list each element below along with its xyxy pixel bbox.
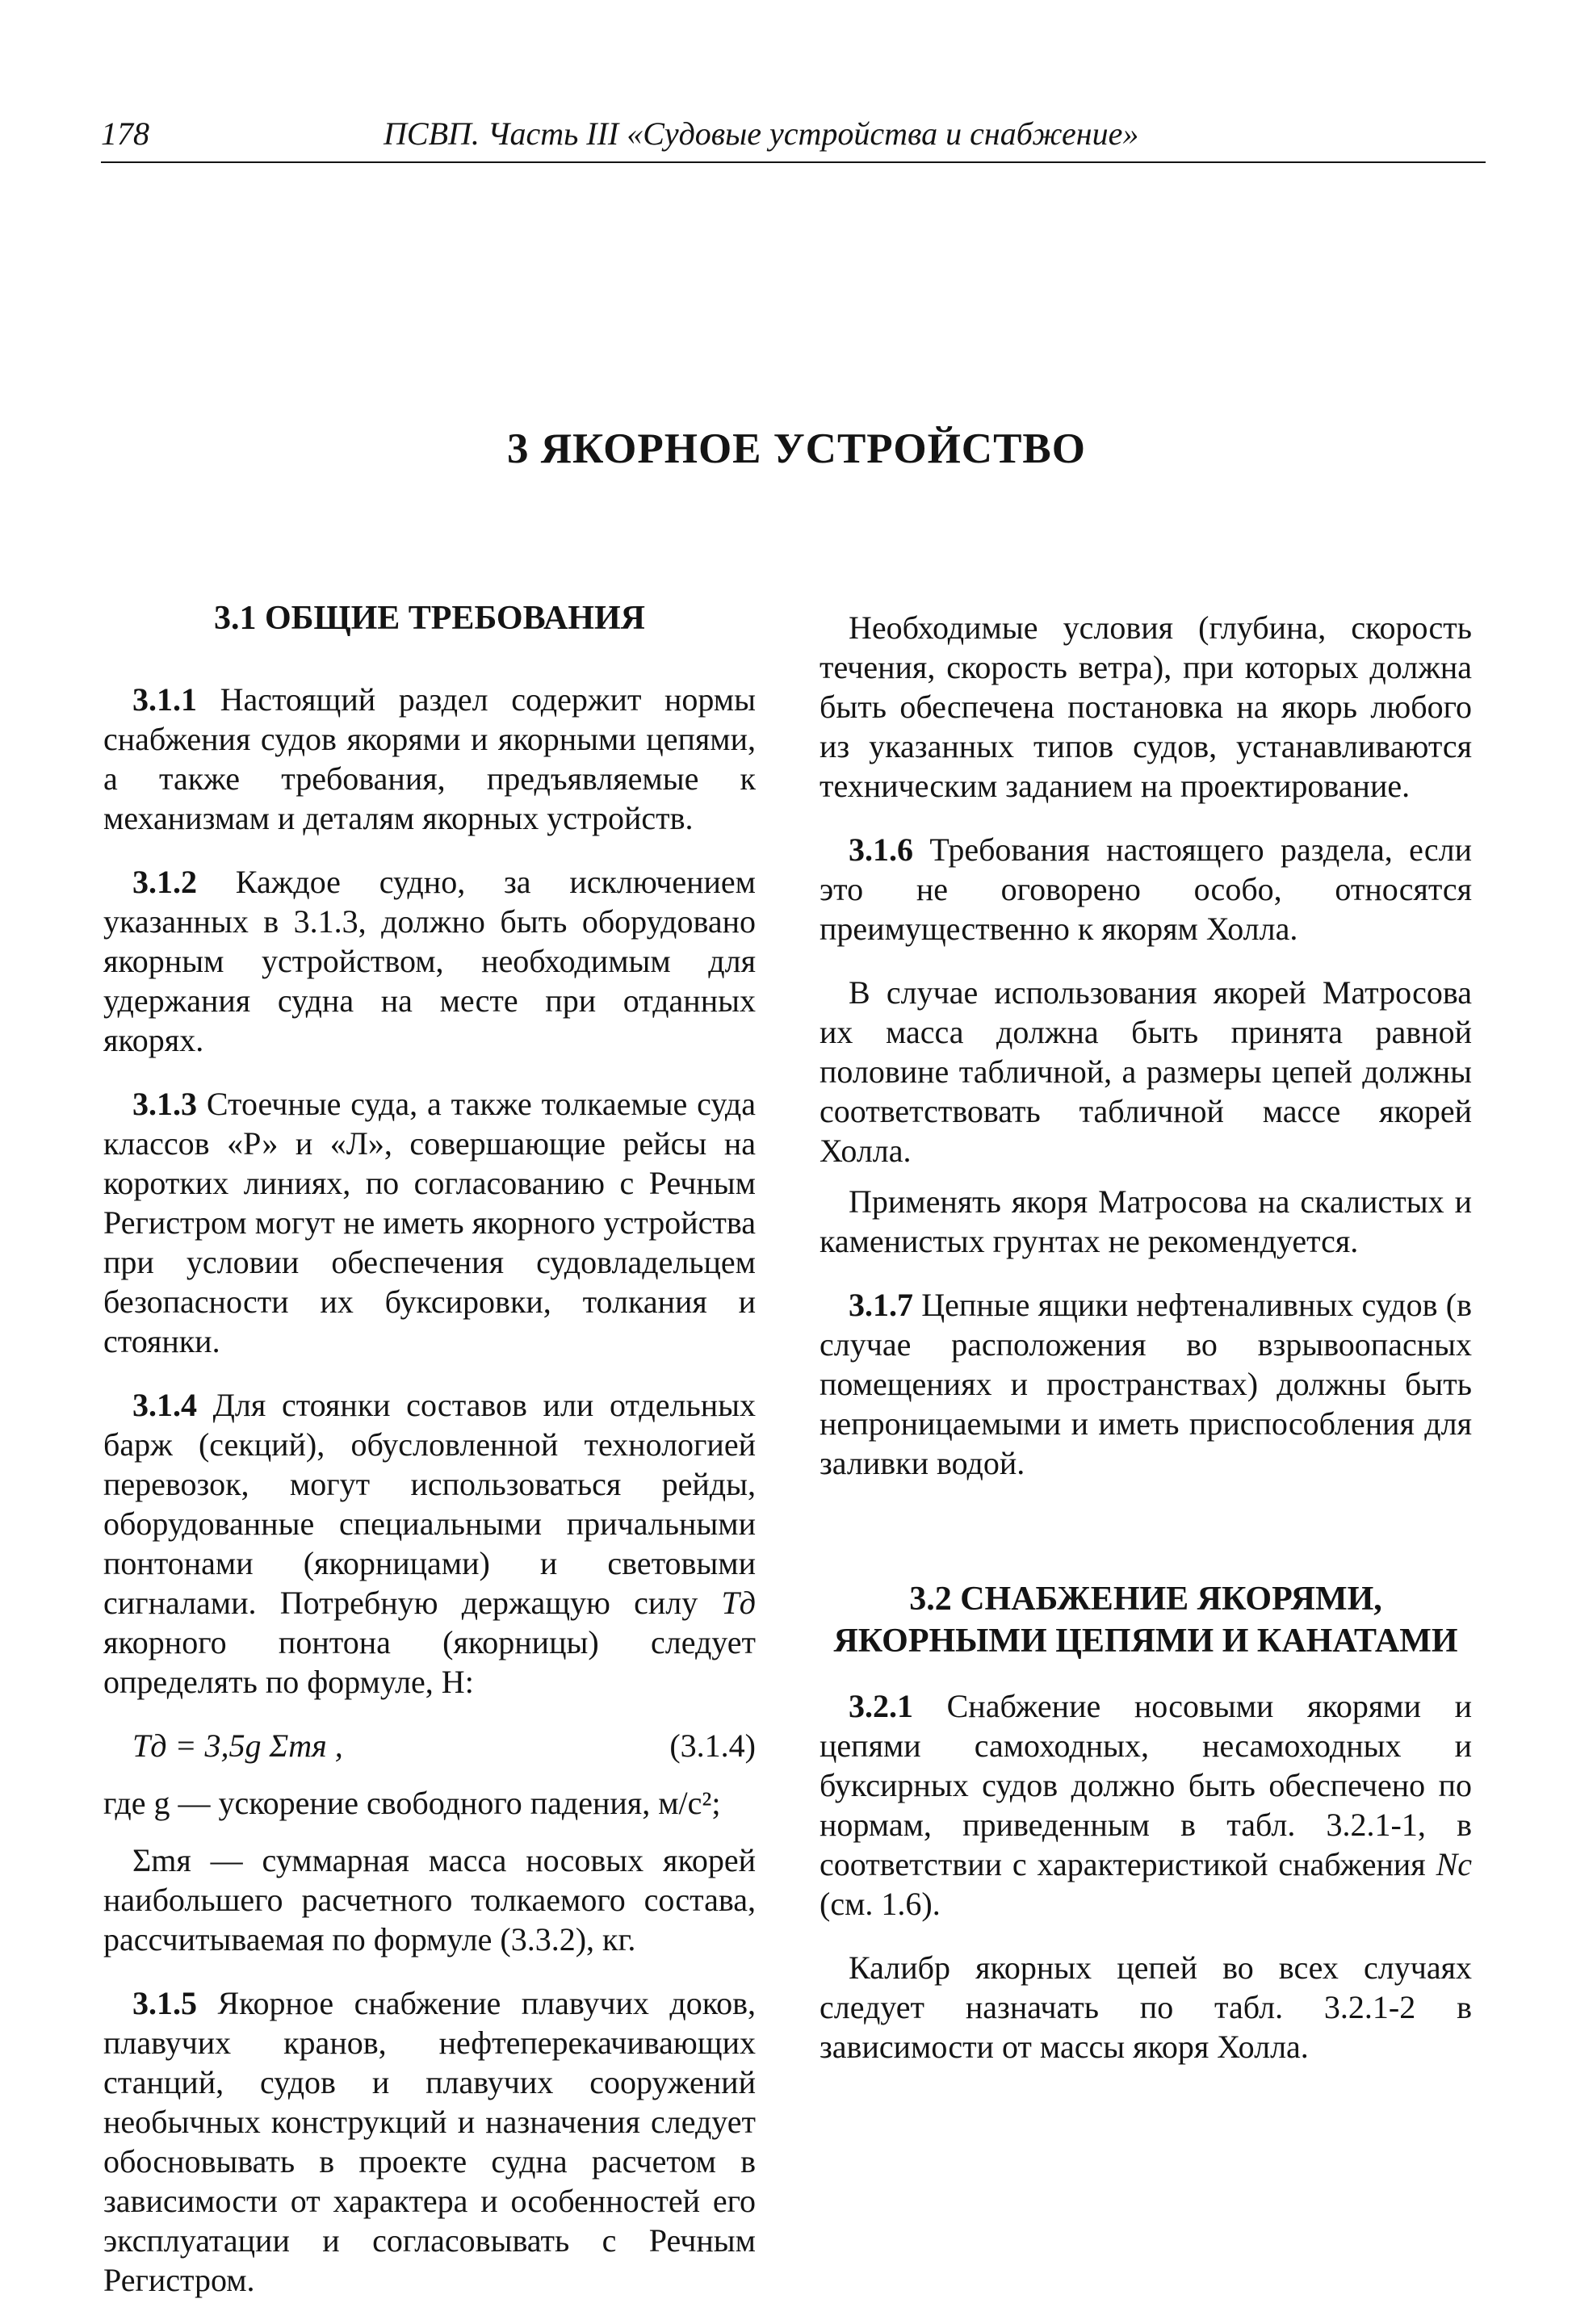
clause-number: 3.1.1 — [132, 681, 197, 718]
paragraph-3-1-6-c: Применять якоря Матросова на скалистых и каменистых грунтах не рекомендуется. — [820, 1183, 1472, 1259]
section-heading-3-2: 3.2 СНАБЖЕНИЕ ЯКОРЯМИ, ЯКОРНЫМИ ЦЕПЯМИ И КАНАТАМИ — [833, 1581, 1458, 1660]
paragraph-text: Снабжение носовыми якорями и цепями самоходных, несамоходных и буксирных судов должно быть обеспечено по нормам, приведенным в табл. 3.2.1-1, в соответствии с характеристикой снабжения — [820, 1688, 1472, 1882]
paragraph-3-1-6-b: В случае использования якорей Матросова их масса должна быть принята равной половине табличной, а размеры цепей должны соответствовать табличной массе якорей Холла. — [820, 974, 1472, 1169]
paragraph-3-1-5 — [103, 1983, 756, 2300]
paragraph-3-1-2 — [103, 862, 756, 1060]
definition-sum-m: Σmя — суммарная масса носовых якорей наибольшего расчетного толкаемого состава, рассчитываемая по формуле (3.3.2), кг. — [103, 1842, 756, 1958]
paragraph-text: Якорное снабжение плавучих доков, плавучих кранов, нефтеперекачивающих станций, судов и плавучих сооружений необычных конструкций и назначения следует обосновывать в проекте судна расчетом в зависимости от характера и особенностей его эксплуатации и согласовывать с Речным Регистром. — [103, 1985, 756, 2298]
paragraph-text: Каждое судно, за исключением указанных в 3.1.3, должно быть оборудовано якорным устройством, необходимым для удержания судна на месте при отданных якорях. — [103, 864, 756, 1058]
paragraph-3-1-5-b: Необходимые условия (глубина, скорость течения, скорость ветра), при которых должна быть обеспечена постановка на якорь любого из указанных типов судов, устанавливаются техническим заданием на проектирование. — [820, 609, 1472, 804]
clause-number: 3.1.6 — [849, 831, 913, 868]
header-rule — [101, 161, 1486, 163]
paragraph-3-1-1 — [103, 680, 756, 838]
paragraph-3-2-1 — [820, 1686, 1472, 1924]
paragraph-3-1-4 — [103, 1385, 756, 1702]
formula-expression: Tд = 3,5g Σmя , — [132, 1727, 343, 1764]
paragraph-text: Стоечные суда, а также толкаемые суда классов «Р» и «Л», совершающие рейсы на коротких линиях, по согласованию с Речным Регистром могут не иметь якорного устройства при условии обеспечения судовладельцем безопасности их буксировки, толкания и стоянки. — [103, 1086, 756, 1359]
symbol-nc: Nс — [1436, 1846, 1472, 1882]
formula-3-1-4 — [103, 1726, 756, 1765]
symbol-td: Tд — [721, 1585, 756, 1621]
paragraph-text: Требования настоящего раздела, если это не оговорено особо, относятся преимущественно к якорям Холла. — [820, 831, 1472, 947]
paragraph-3-1-7 — [820, 1285, 1472, 1483]
left-column — [103, 597, 756, 2324]
clause-number: 3.2.1 — [849, 1688, 913, 1724]
right-column — [820, 608, 1472, 2091]
definition-g: где g — ускорение свободного падения, м/с²; — [103, 1785, 721, 1821]
paragraph-text: Для стоянки составов или отдельных барж (секций), обусловленной технологией перевозок, могут использоваться рейды, оборудованные специальными причальными понтонами (якорницами) и световыми сигналами. Потребную держащую силу — [103, 1387, 756, 1621]
section-heading-3-1: 3.1 ОБЩИЕ ТРЕБОВАНИЯ — [214, 600, 645, 637]
clause-number: 3.1.7 — [849, 1287, 913, 1323]
clause-number: 3.1.3 — [132, 1086, 197, 1122]
page-header — [101, 111, 1486, 165]
paragraph-text: Настоящий раздел содержит нормы снабжения судов якорями и якорными цепями, а также требования, предъявляемые к механизмам и деталям якорных устройств. — [103, 681, 756, 836]
page-number: 178 — [101, 115, 149, 152]
paragraph-text-cont: (см. 1.6). — [820, 1886, 941, 1922]
running-title: ПСВП. Часть III «Судовые устройства и снабжение» — [384, 115, 1139, 152]
paragraph-3-1-6 — [820, 830, 1472, 948]
clause-number: 3.1.4 — [132, 1387, 197, 1423]
chapter-title: 3 ЯКОРНОЕ УСТРОЙСТВО — [506, 425, 1087, 472]
paragraph-3-2-1-b: Калибр якорных цепей во всех случаях следует назначать по табл. 3.2.1-2 в зависимости от массы якоря Холла. — [820, 1949, 1472, 2065]
clause-number: 3.1.5 — [132, 1985, 197, 2021]
paragraph-3-1-3 — [103, 1084, 756, 1361]
paragraph-text-cont: якорного понтона (якорницы) следует определять по формуле, Н: — [103, 1624, 756, 1700]
paragraph-text: Цепные ящики нефтеналивных судов (в случае расположения во взрывоопасных помещениях и пространствах) должны быть непроницаемыми и иметь приспособления для заливки водой. — [820, 1287, 1472, 1481]
formula-number: (3.1.4) — [669, 1727, 756, 1764]
clause-number: 3.1.2 — [132, 864, 197, 900]
